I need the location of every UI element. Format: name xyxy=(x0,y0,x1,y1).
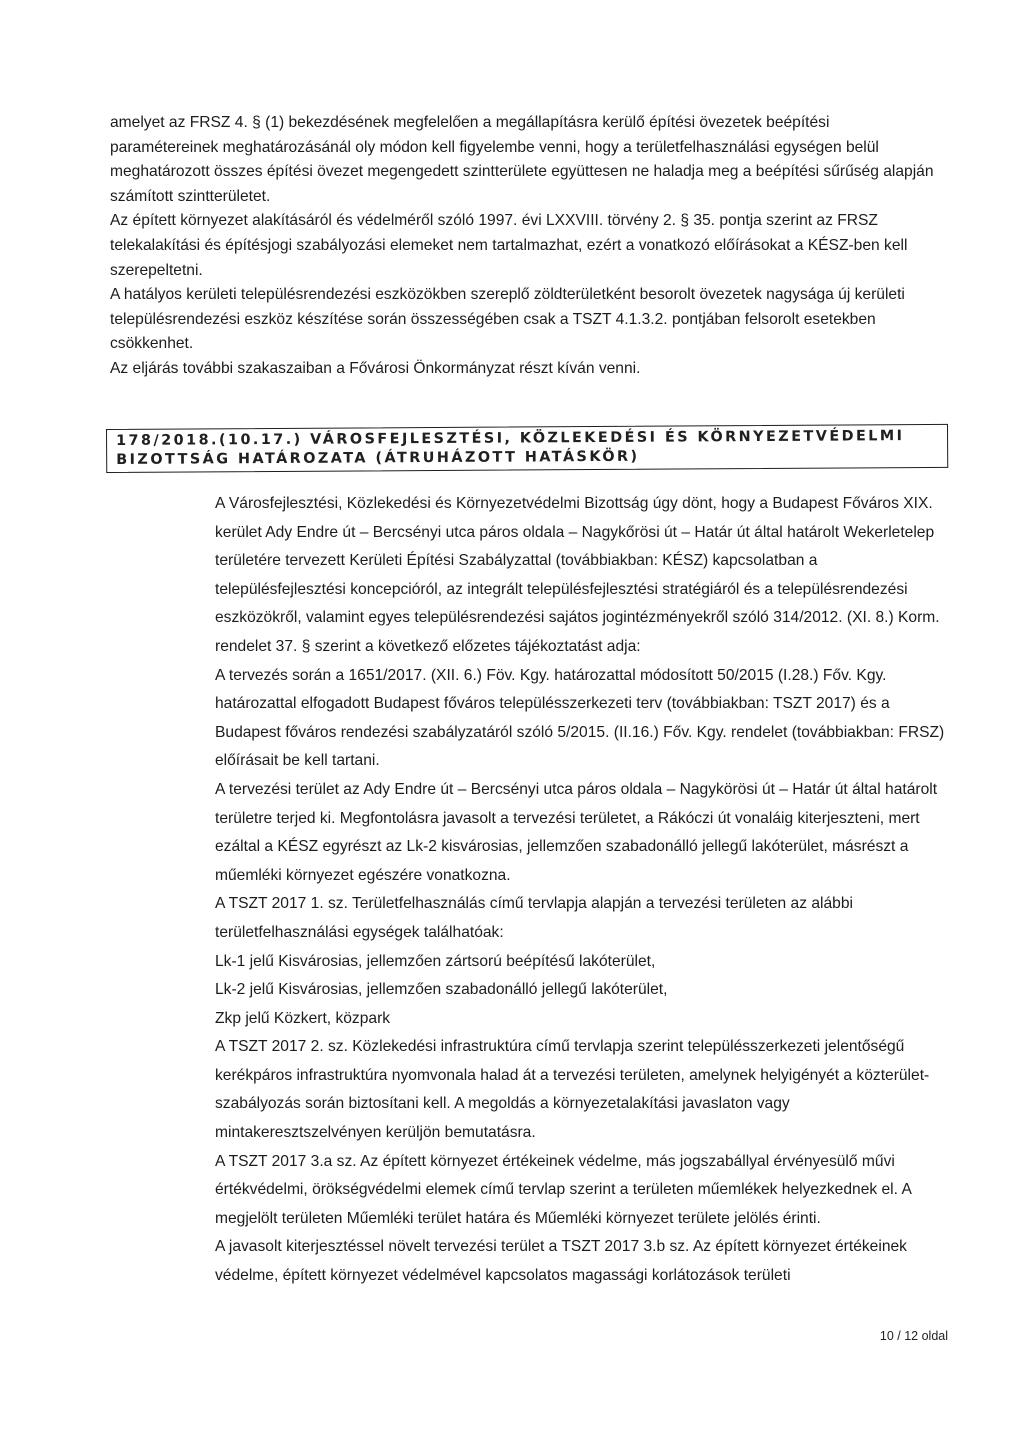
land-use-item: Zkp jelű Közkert, közpark xyxy=(215,1009,391,1027)
decision-paragraph: A TSZT 2017 1. sz. Területfelhasználás című tervlapja alapján a tervezési területen az alábbi területfelhasználási egységek találhatóak: xyxy=(215,895,853,941)
intro-paragraph-procedure: Az eljárás további szakaszaiban a Fővárosi Önkormányzat részt kíván venni. xyxy=(110,359,641,377)
decision-paragraph: A TSZT 2017 3.a sz. Az épített környezet értékeinek védelme, más jogszabállyal érvényesülő művi értékvédelmi, örökségvédelmi elemek című tervlap szerint a területen műemlékek helyezkednek el. A megjelölt területen Műemléki terület határa és Műemléki környezet területe jelölés érinti. xyxy=(215,1152,911,1227)
intro-paragraph-greenspace: A hatályos kerületi településrendezési eszközökben szereplő zöldterületként besorolt övezetek nagysága új kerületi településrendezési eszköz készítése során összességében csak a TSZT 4.1.3.2. pontjában felsorolt esetekben csökkenhet. xyxy=(110,286,905,353)
page-number: 10 / 12 oldal xyxy=(879,1329,948,1343)
land-use-item: Lk-2 jelű Kisvárosias, jellemzően szabadonálló jellegű lakóterület, xyxy=(215,981,668,999)
decision-paragraph: A Városfejlesztési, Közlekedési és Környezetvédelmi Bizottság úgy dönt, hogy a Budapest Főváros XIX. kerület Ady Endre út – Bercsényi utca páros oldala – Nagykőrösi út – Határ út által határolt Wekerletelep területére tervezett Kerületi Építési Szabályzattal (továbbiakban: KÉSZ) kapcsolatban a településfejlesztési koncepcióról, az integrált településfejlesztési stratégiáról és a településrendezési eszközökről, valamint egyes településrendezési sajátos jogintézményekről szóló 314/2012. (XI. 8.) Korm. rendelet 37. § szerint a következő előzetes tájékoztatást adja: xyxy=(215,495,940,655)
decision-paragraph: A tervezés során a 1651/2017. (XII. 6.) Föv. Kgy. határozattal módosított 50/2015 (I.28.) Főv. Kgy. határozattal elfogadott Budapest főváros településszerkezeti terv (továbbiakban: TSZT 2017) és a Budapest főváros rendezési szabályzatáról szóló 5/2015. (II.16.) Főv. Kgy. rendelet (továbbiakban: FRSZ) előírásait be kell tartani. xyxy=(215,666,945,770)
intro-paragraph-frsz: amelyet az FRSZ 4. § (1) bekezdésének megfelelően a megállapításra kerülő építési övezetek beépítési paramétereinek meghatározásánál oly módon kell figyelembe venni, hogy a területfelhasználási egységen belül meghatározott összes építési övezet megengedett szintterülete együttesen ne haladja meg a beépítési sűrűség alapján számított szintterületet. xyxy=(110,114,934,205)
intro-section xyxy=(110,111,940,382)
land-use-item: Lk-1 jelű Kisvárosias, jellemzően zártsorú beépítésű lakóterület, xyxy=(215,952,656,970)
decision-paragraph: A javasolt kiterjesztéssel növelt tervezési terület a TSZT 2017 3.b sz. Az épített környezet értékeinek védelme, épített környezet védelmével kapcsolatos magassági korlátozások területi xyxy=(215,1238,907,1285)
intro-paragraph-law: Az épített környezet alakításáról és védelméről szóló 1997. évi LXXVIII. törvény 2. § 35. pontja szerint az FRSZ telekalakítási és építésjogi szabályozási elemeket nem tartalmazhat, ezért a vonatkozó előírásokat a KÉSZ-ben kell szerepeltetni. xyxy=(110,212,908,279)
decision-title-box xyxy=(106,424,948,473)
decision-paragraph: A tervezési terület az Ady Endre út – Bercsényi utca páros oldala – Nagykörösi út – Határ út által határolt területre terjed ki. Megfontolásra javasolt a tervezési területet, a Rákóczi út vonaláig kiterjeszteni, mert ezáltal a KÉSZ egyrészt az Lk-2 kisvárosias, jellemzően szabadonálló jellegű lakóterület, másrészt a műemléki környezet egészére vonatkozna. xyxy=(215,780,938,884)
decision-body xyxy=(215,490,945,1291)
decision-title: 178/2018.(10.17.) VÁROSFEJLESZTÉSI, KÖZLEKEDÉSI ÉS KÖRNYEZETVÉDELMI BIZOTTSÁG HATÁROZATA (ÁTRUHÁZOTT HATÁSKÖR) xyxy=(116,428,905,468)
decision-paragraph: A TSZT 2017 2. sz. Közlekedési infrastruktúra című tervlapja szerint településszerkezeti jelentőségű kerékpáros infrastruktúra nyomvonala halad át a tervezési területen, amelynek helyigényét a közterület-szabályozás során biztosítani kell. A megoldás a környezetalakítási javaslaton vagy mintakeresztszelvényen kerüljön bemutatásra. xyxy=(215,1038,930,1142)
